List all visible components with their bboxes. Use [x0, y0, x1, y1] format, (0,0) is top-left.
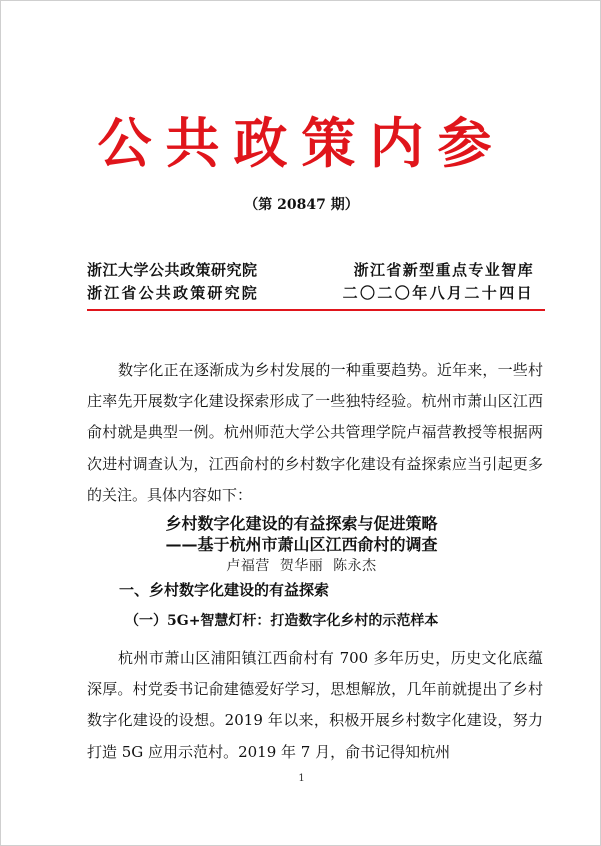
publisher-line-2: 浙江省公共政策研究院: [87, 284, 260, 302]
think-tank-label: 浙江省新型重点专业智库: [353, 261, 534, 279]
issue-number: （第 20847 期）: [244, 197, 359, 213]
publisher-line-1: 浙江大学公共政策研究院: [87, 261, 258, 279]
section-heading: 一、乡村数字化建设的有益探索: [119, 581, 330, 599]
article-authors: 卢福营 贺华丽 陈永杰: [226, 558, 377, 574]
body-paragraph: 杭州市萧山区浦阳镇江西俞村有 700 多年历史，历史文化底蕴深厚。村党委书记俞建德爱好学习，思想解放，几年前就提出了乡村数字化建设的设想。2019 年以来，积极开展乡村数字化建设，努力打造 5G 应用示范村。2019 年 7 月，俞书记得知杭州: [87, 649, 543, 761]
intro-paragraph: 数字化正在逐渐成为乡村发展的一种重要趋势。近年来，一些村庄率先开展数字化建设探索形成了一些独特经验。杭州市萧山区江西俞村就是典型一例。杭州师范大学公共管理学院卢福营教授等根据两次进村调查认为，江西俞村的乡村数字化建设有益探索应当引起更多的关注。具体内容如下：: [87, 361, 543, 504]
publication-date: 二〇二〇年八月二十四日: [342, 284, 534, 302]
page-number: 1: [298, 773, 305, 784]
document-title: 公共政策内参: [97, 111, 506, 175]
article-title: 乡村数字化建设的有益探索与促进策略: [165, 514, 438, 533]
subsection-heading: （一）5G+智慧灯杆：打造数字化乡村的示范样本: [125, 613, 439, 629]
header-divider: [87, 309, 545, 311]
article-subtitle: ——基于杭州市萧山区江西俞村的调查: [165, 535, 438, 554]
